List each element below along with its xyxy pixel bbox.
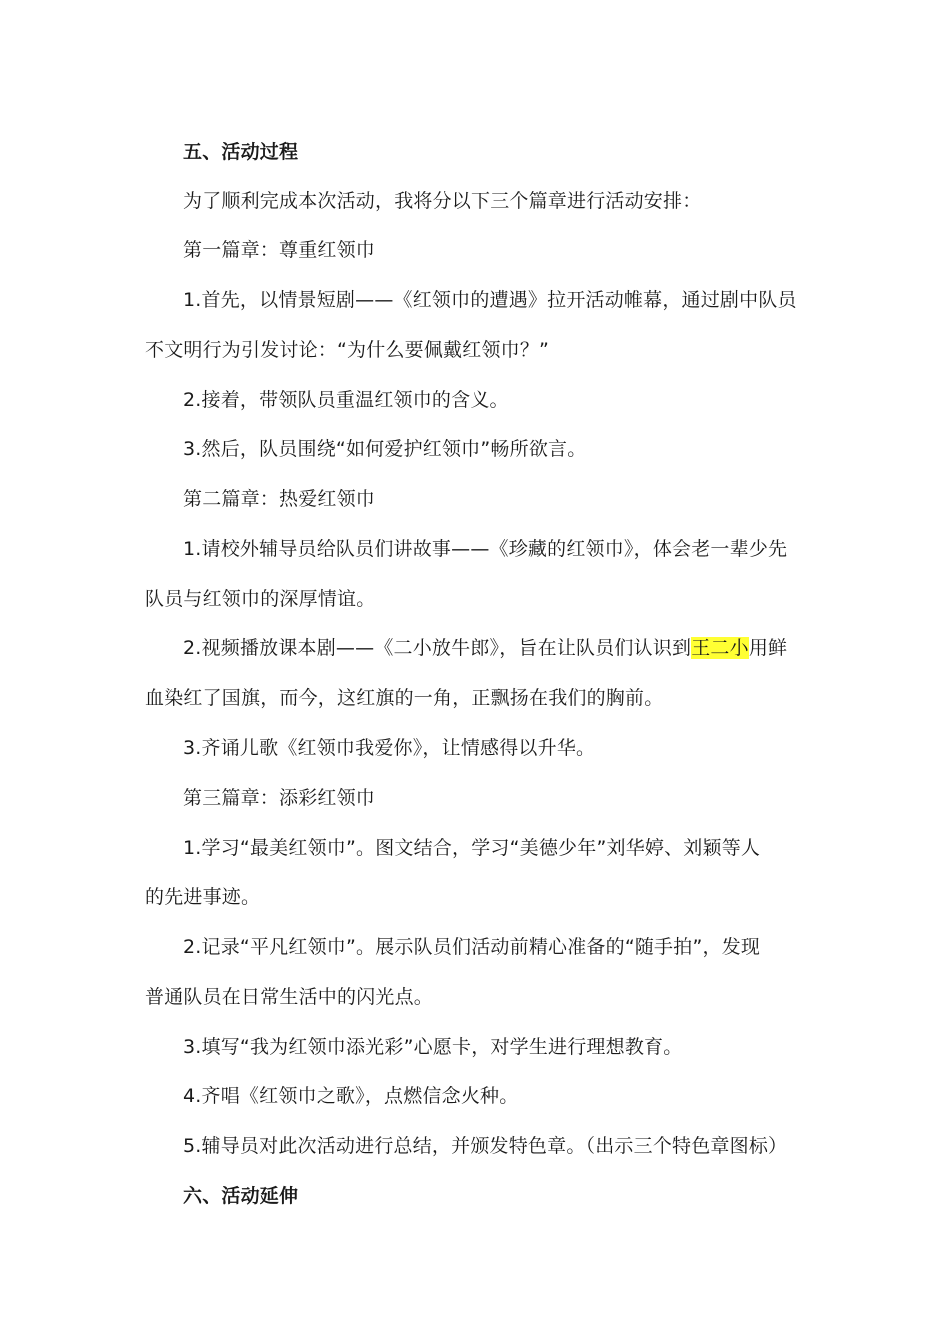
paragraph-line: 2.接着，带领队员重温红领巾的含义。 [183,389,509,411]
paragraph-line: 2.记录“平凡红领巾”。展示队员们活动前精心准备的“随手拍”，发现 [183,936,761,958]
chapter-title: 第三篇章：添彩红领巾 [183,787,376,809]
paragraph-line: 5.辅导员对此次活动进行总结，并颁发特色章。（出示三个特色章图标） [183,1135,788,1157]
highlighted-text: 王二小 [691,637,749,659]
paragraph-line: 1.请校外辅导员给队员们讲故事——《珍藏的红领巾》，体会老一辈少先 [183,538,788,560]
paragraph-line: 1.首先，以情景短剧——《红领巾的遭遇》拉开活动帷幕，通过剧中队员 [183,289,797,311]
paragraph-line: 1.学习“最美红领巾”。图文结合，学习“美德少年”刘华婷、刘颖等人 [183,837,761,859]
paragraph-line: 不文明行为引发讨论：“为什么要佩戴红领巾？” [145,339,550,361]
paragraph-line: 4.齐唱《红领巾之歌》，点燃信念火种。 [183,1085,519,1107]
paragraph-line: 血染红了国旗，而今，这红旗的一角，正飘扬在我们的胸前。 [145,687,664,709]
paragraph-line: 3.然后，队员围绕“如何爱护红领巾”畅所欲言。 [183,438,587,460]
section-heading: 五、活动过程 [183,141,299,163]
paragraph-line: 的先进事迹。 [145,886,261,908]
chapter-title: 第一篇章：尊重红领巾 [183,239,376,261]
paragraph-line: 队员与红领巾的深厚情谊。 [145,588,376,610]
paragraph-line: 普通队员在日常生活中的闪光点。 [145,986,434,1008]
intro-paragraph: 为了顺利完成本次活动，我将分以下三个篇章进行活动安排： [183,190,702,212]
paragraph-line: 3.齐诵儿歌《红领巾我爱你》，让情感得以升华。 [183,737,596,759]
paragraph-line [183,636,787,660]
paragraph-line: 3.填写“我为红领巾添光彩”心愿卡，对学生进行理想教育。 [183,1036,683,1058]
paragraph-text: 用鲜 [748,637,788,659]
paragraph-text: 2.视频播放课本剧——《二小放牛郎》，旨在让队员们认识到 [183,637,692,659]
chapter-title: 第二篇章：热爱红领巾 [183,488,376,510]
section-heading: 六、活动延伸 [183,1185,299,1207]
